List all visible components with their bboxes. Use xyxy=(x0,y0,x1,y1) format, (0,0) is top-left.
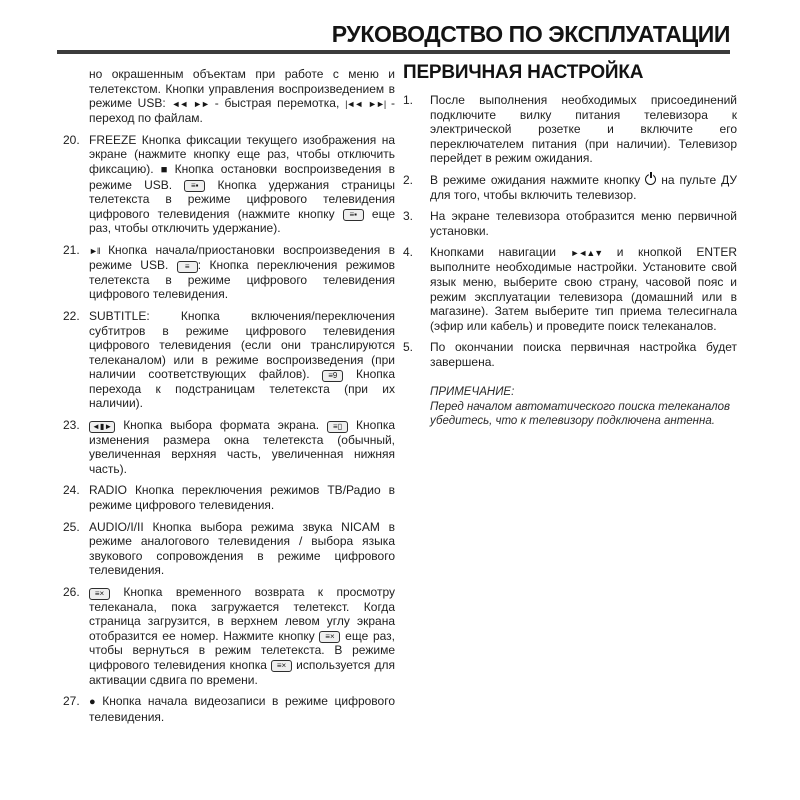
item-text: AUDIO/I/II Кнопка выбора режима звука NICAM в режиме аналогового телевидения / выбора языка звукового сопровождения в режиме цифрового телевидения. xyxy=(89,519,395,578)
note xyxy=(430,385,737,429)
item-number: 23. xyxy=(63,418,80,433)
list-item xyxy=(403,209,737,238)
section-title: ПЕРВИЧНАЯ НАСТРОЙКА xyxy=(403,62,644,83)
item-text: RADIO Кнопка переключения режимов ТВ/Радио в режиме цифрового телевидения. xyxy=(89,483,395,513)
list-item xyxy=(403,245,737,333)
list-item xyxy=(63,520,395,578)
record-icon: ● xyxy=(89,696,96,709)
item-text: Кнопками навигации ►◄▲▼ и кнопкой ENTER выполните необходимые настройки. Установите свой язык меню, выберите свою страну, часовой пояс и режим эксплуатации телевизора (домашний или в магазине). Затем выберите тип приема телесигнала (эфир или кабель) и проведите поиск телеканалов. xyxy=(430,245,738,333)
item-text: ◄▮► Кнопка выбора формата экрана. ≡▯ Кнопка изменения размера окна телетекста (обычный, увеличенная верхняя часть, увеличенная нижняя часть). xyxy=(89,418,396,476)
teletext-cancel-icon: ≡× xyxy=(319,631,340,643)
list-item xyxy=(403,340,737,369)
item-number: 4. xyxy=(403,245,414,260)
list-item xyxy=(403,93,737,166)
item-number: 20. xyxy=(63,132,80,147)
item-text: После выполнения необходимых присоединений подключите вилку питания телевизора к электрической розетке и включите его переключателем питания (при наличии). Телевизор перейдет в режим ожидания. xyxy=(430,93,737,166)
rewind-icon: ◄◄ xyxy=(171,98,188,109)
list-item xyxy=(63,309,395,411)
note-text: Перед началом автоматического поиска телеканалов убедитесь, что к телевизору подключена антенна. xyxy=(430,400,731,427)
next-file-icon: ►►| xyxy=(368,98,386,109)
item-number: 5. xyxy=(403,340,414,355)
forward-icon: ►► xyxy=(193,98,209,109)
item-number: 27. xyxy=(63,694,80,709)
item-number: 25. xyxy=(63,519,80,534)
item-text: По окончании поиска первичная настройка будет завершена. xyxy=(430,340,737,369)
teletext-hold-icon: ≡▪ xyxy=(343,209,364,221)
item-text: ≡× Кнопка временного возврата к просмотру телеканала, пока загружается телетекст. Когда страница загрузится, в верхнем левом углу экрана отобразится ее номер. Нажмите кнопку ≡× еще раз, чтобы вернуться в режим телетекста. В режиме цифрового телевидения кнопка ≡× используется для активации сдвига по времени. xyxy=(89,585,395,687)
list-item xyxy=(63,133,395,236)
right-item-list xyxy=(403,93,737,370)
list-item xyxy=(63,694,395,724)
list-item xyxy=(63,243,395,302)
item-number: 26. xyxy=(63,585,80,599)
teletext-hold-icon: ≡▪ xyxy=(184,180,205,192)
teletext-subpage-icon: ≡9 xyxy=(322,370,343,382)
item-number: 22. xyxy=(63,308,80,323)
list-item xyxy=(63,585,395,687)
page-title: РУКОВОДСТВО ПО ЭКСПЛУАТАЦИИ xyxy=(331,21,730,47)
teletext-cancel-icon: ≡× xyxy=(89,588,110,600)
list-item xyxy=(63,418,395,476)
item-number: 1. xyxy=(403,93,414,107)
aspect-icon: ◄▮► xyxy=(89,421,115,433)
item-number: 2. xyxy=(403,172,414,187)
item-text: ►‖ Кнопка начала/приостановки воспроизведения в режиме USB. ≡ : Кнопка переключения режимов телетекста в режиме цифрового телевидения цифрового телевидения. xyxy=(89,243,396,302)
play-pause-icon: ►‖ xyxy=(89,245,100,256)
item-text: На экране телевизора отобразится меню первичной установки. xyxy=(430,209,737,238)
intro-paragraph: но окрашенным объектам при работе с меню и телетекстом. Кнопки управления воспроизведением в режиме USB: ◄◄ ►► - быстрая перемотка, |◄◄ ►►| - переход по файлам. xyxy=(89,67,395,126)
teletext-cancel-icon: ≡× xyxy=(271,660,292,672)
item-text: SUBTITLE: Кнопка включения/переключения субтитров в режиме цифрового телевидения цифрового телевидения (если они транслируются телеканалом) или в режиме воспроизведения (при наличии соответствующих файлов). ≡9 Кнопка перехода к подстраницам телетекста (при их наличии). xyxy=(89,308,395,411)
left-item-list xyxy=(63,133,395,724)
note-label: ПРИМЕЧАНИЕ: xyxy=(430,385,515,398)
power-icon xyxy=(645,174,656,185)
teletext-size-icon: ≡▯ xyxy=(327,421,348,433)
prev-file-icon: |◄◄ xyxy=(345,98,363,109)
item-text: В режиме ожидания нажмите кнопку на пульте ДУ для того, чтобы включить телевизор. xyxy=(430,172,737,202)
list-item xyxy=(403,173,737,202)
list-item xyxy=(63,483,395,512)
teletext-mode-icon: ≡ xyxy=(177,261,198,273)
item-text: ● Кнопка начала видеозаписи в режиме цифрового телевидения. xyxy=(89,694,395,724)
left-column xyxy=(63,67,395,731)
item-number: 21. xyxy=(63,243,80,258)
right-column xyxy=(403,62,737,428)
item-number: 3. xyxy=(403,209,414,224)
item-text: FREEZE Кнопка фиксации текущего изображения на экране (нажмите кнопку еще раз, чтобы отключить фиксацию). ■ Кнопка остановки воспроизведения в режиме USB. ≡▪ Кнопка удержания страницы телетекста в режиме цифрового телевидения цифрового телевидения (нажмите кнопку ≡▪ еще раз, чтобы отключить удержание). xyxy=(89,132,396,236)
header-rule xyxy=(57,50,730,54)
stop-icon: ■ xyxy=(160,164,168,177)
nav-arrows-icon: ►◄▲▼ xyxy=(570,247,603,258)
item-number: 24. xyxy=(63,483,80,498)
